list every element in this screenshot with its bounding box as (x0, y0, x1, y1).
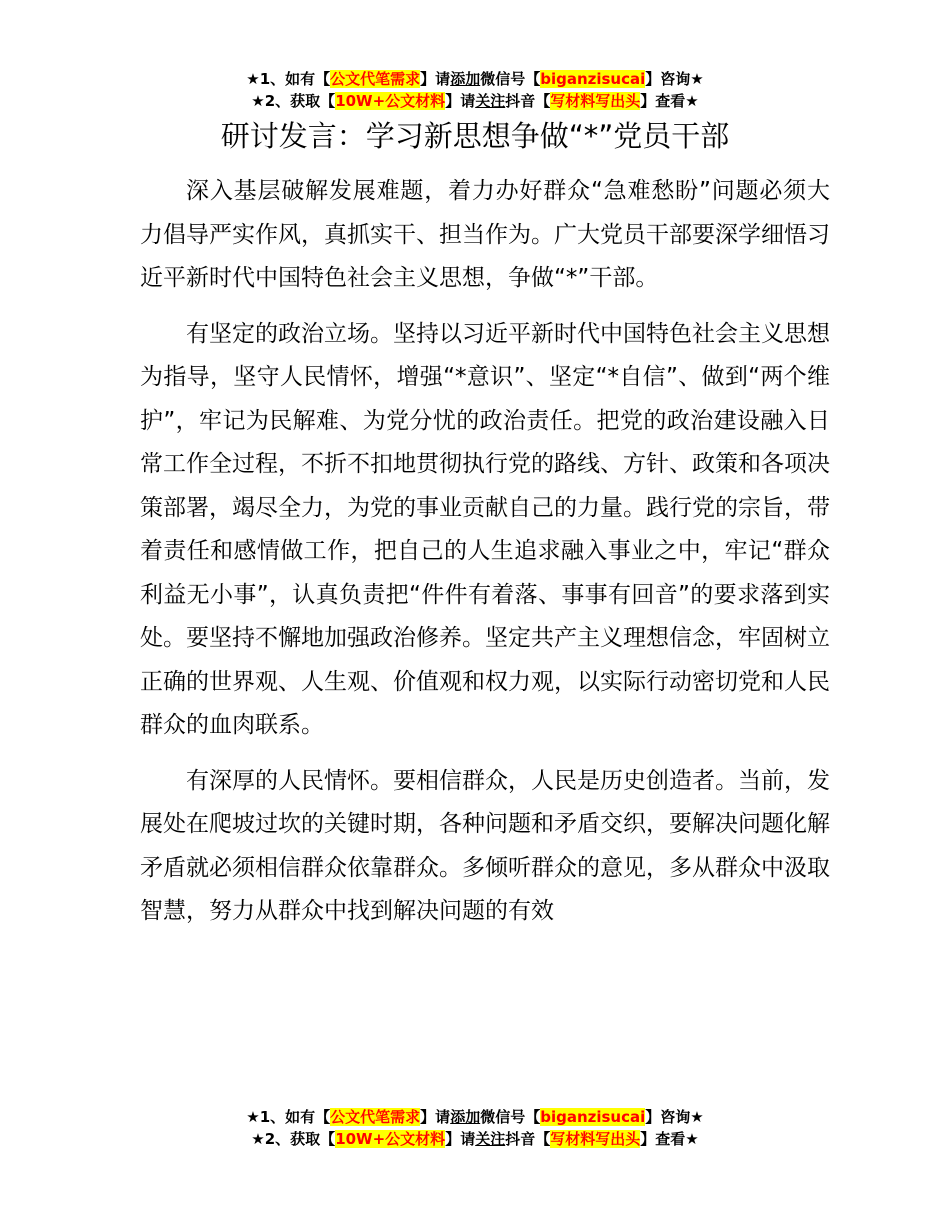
banner-text: 抖音【 (505, 1130, 551, 1148)
banner-highlight: 10W+公文材料 (335, 1130, 446, 1148)
banner-text: 抖音【 (505, 92, 551, 110)
banner-text: 】查看★ (640, 1130, 699, 1148)
footer-banner (0, 1106, 950, 1150)
banner-highlight: 写材料写出头 (550, 1130, 641, 1148)
banner-highlight: 10W+公文材料 (335, 92, 446, 110)
banner-text: 】请 (420, 70, 451, 88)
paragraph: 有坚定的政治立场。坚持以习近平新时代中国特色社会主义思想为指导，坚守人民情怀，增强“*意识”、坚定“*自信”、做到“两个维护”，牢记为民解难、为党分忧的政治责任。把党的政治建设融入日常工作全过程，不折不扣地贯彻执行党的路线、方针、政策和各项决策部署，竭尽全力，为党的事业贡献自己的力量。践行党的宗旨，带着责任和感情做工作，把自己的人生追求融入事业之中，牢记“群众利益无小事”，认真负责把“件件有着落、事事有回音”的要求落到实处。要坚持不懈地加强政治修养。坚定共产主义理想信念，牢固树立正确的世界观、人生观、价值观和权力观，以实际行动密切党和人民群众的血肉联系。 (140, 320, 830, 738)
paragraph: 深入基层破解发展难题，着力办好群众“急难愁盼”问题必须大力倡导严实作风，真抓实干、担当作为。广大党员干部要深学细悟习近平新时代中国特色社会主义思想，争做“*”干部。 (140, 178, 830, 291)
banner-text: ★2、获取【 (251, 92, 336, 110)
banner-text: 微信号【 (480, 1108, 541, 1126)
banner-text: ★1、如有【 (246, 70, 331, 88)
banner-highlight: biganzisucai (540, 70, 646, 88)
banner-text: 】查看★ (640, 92, 699, 110)
banner-highlight: 写材料写出头 (550, 92, 641, 110)
banner-text: 】咨询★ (645, 70, 704, 88)
banner-text: ★2、获取【 (251, 1130, 336, 1148)
banner-text: ★1、如有【 (246, 1108, 331, 1126)
banner-line-1 (0, 1106, 950, 1128)
banner-underlined: 关注 (475, 92, 506, 110)
paragraph: 有深厚的人民情怀。要相信群众，人民是历史创造者。当前，发展处在爬坡过坎的关键时期，各种问题和矛盾交织，要解决问题化解矛盾就必须相信群众依靠群众。多倾听群众的意见，多从群众中汲取智慧，努力从群众中找到解决问题的有效 (140, 767, 830, 924)
banner-underlined: 关注 (475, 1130, 506, 1148)
document-title: 研讨发言：学习新思想争做“*”党员干部 (220, 119, 730, 153)
document-body (140, 170, 830, 946)
banner-text: 】请 (445, 92, 476, 110)
banner-line-2 (0, 1128, 950, 1150)
banner-underlined: 添加 (450, 1108, 481, 1126)
header-banner (0, 68, 950, 112)
banner-underlined: 添加 (450, 70, 481, 88)
banner-highlight: 公文代笔需求 (330, 70, 421, 88)
banner-line-2 (0, 90, 950, 112)
banner-highlight: 公文代笔需求 (330, 1108, 421, 1126)
banner-text: 】请 (420, 1108, 451, 1126)
banner-highlight: biganzisucai (540, 1108, 646, 1126)
banner-line-1 (0, 68, 950, 90)
banner-text: 】请 (445, 1130, 476, 1148)
banner-text: 微信号【 (480, 70, 541, 88)
banner-text: 】咨询★ (645, 1108, 704, 1126)
